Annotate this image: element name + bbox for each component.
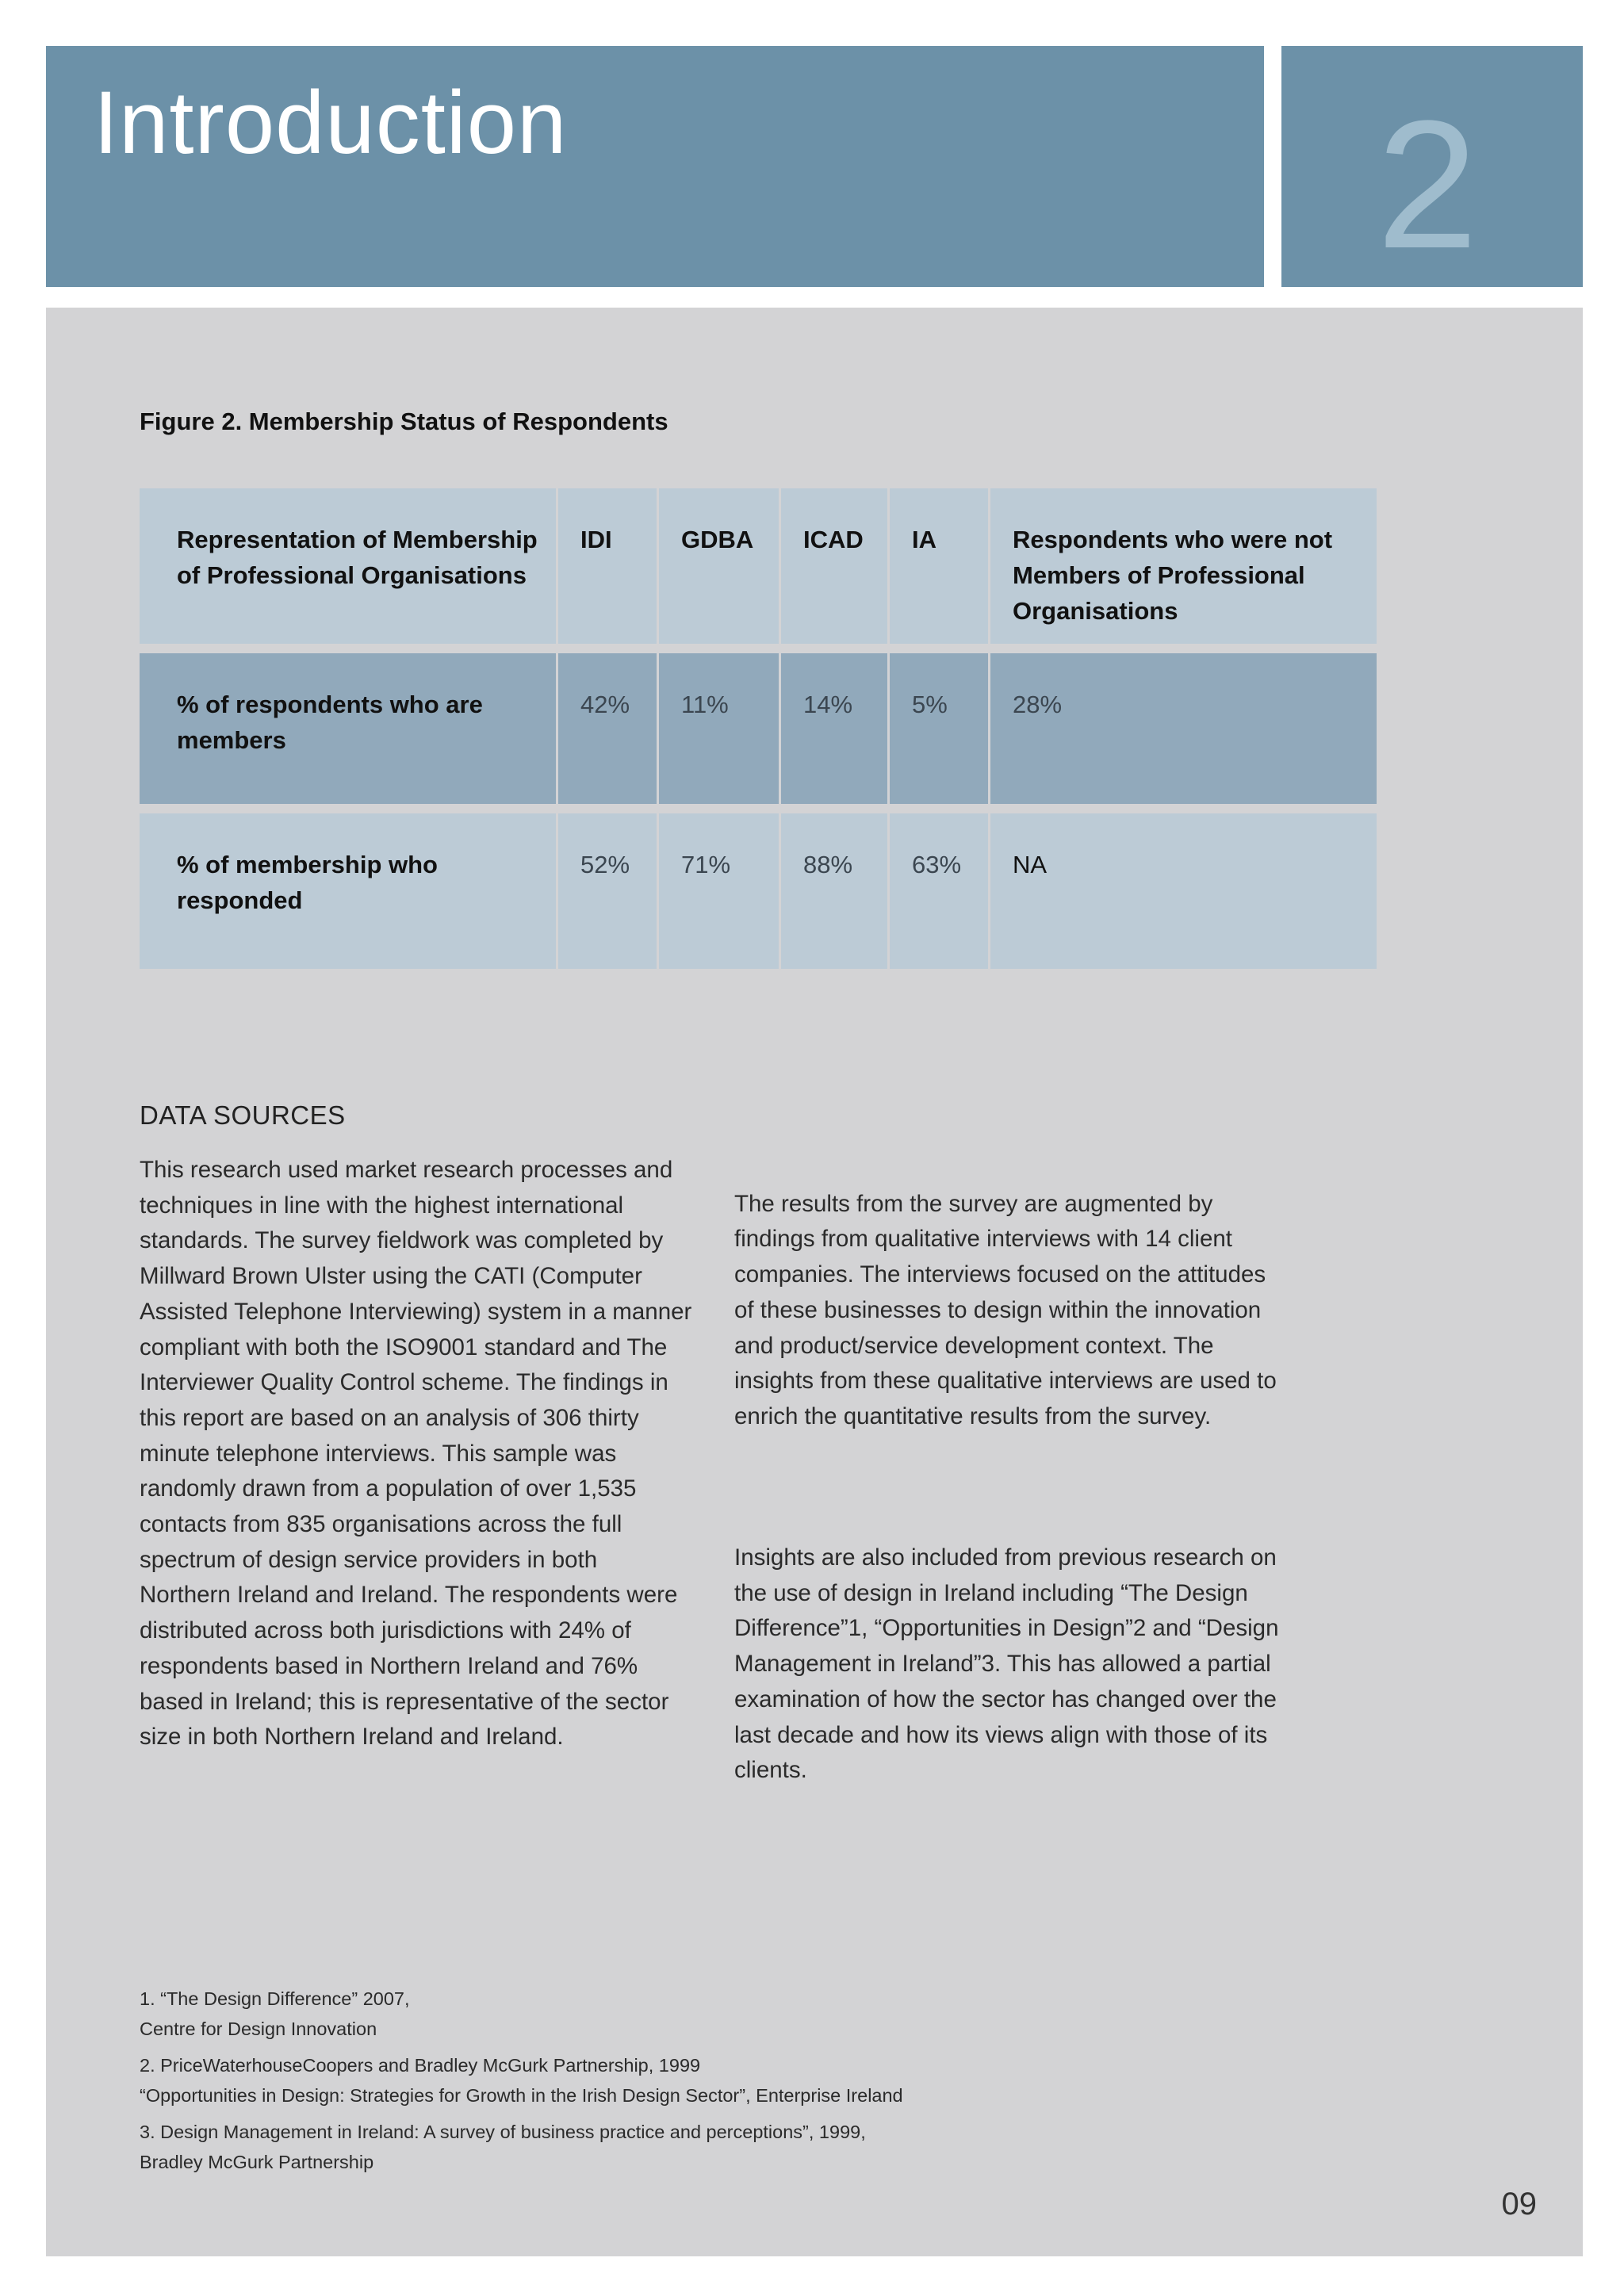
footnote: 2. PriceWaterhouseCoopers and Bradley McGurk Partnership, 1999 “Opportunities in Design: Strategies for Growth in the Irish Design Sector”, Enterprise Ireland <box>140 2055 903 2106</box>
right-paragraph-1: The results from the survey are augmented by findings from qualitative interviews with 14 client companies. The interviews focused on the attitudes of these businesses to design within the innovation and product/service development context. The insights from these qualitative interviews are used to enrich the quantitative results from the survey. <box>734 1190 1277 1429</box>
chapter-number: 2 <box>1377 82 1478 286</box>
table-cell: 52% <box>558 813 659 969</box>
table-header-cell: GDBA <box>659 488 781 644</box>
row-label: % of membership who responded <box>140 813 558 969</box>
table-header-cell: IDI <box>558 488 659 644</box>
left-column-text: This research used market research processes and techniques in line with the highest international standards. The survey fieldwork was completed by Millward Brown Ulster using the CATI (Computer Assisted Telephone Interviewing) system in a manner compliant with both the ISO9001 standard and The Interviewer Quality Control scheme. The findings in this report are based on an analysis of 306 thirty minute telephone interviews. This sample was randomly drawn from a population of over 1,535 contacts from 835 organisations across the full spectrum of design service providers in both Northern Ireland and Ireland. The respondents were distributed across both jurisdictions with 24% of respondents based in Northern Ireland and 76% based in Ireland; this is representative of the sector size in both Northern Ireland and Ireland. <box>140 1157 692 1751</box>
table-cell: 28% <box>1013 691 1063 718</box>
table-row <box>140 813 1377 969</box>
table-cell: 5% <box>890 653 990 804</box>
footnotes <box>140 1984 903 2183</box>
table-cell: 88% <box>781 813 890 969</box>
table-header-cell: IA <box>890 488 990 644</box>
footnote: 1. “The Design Difference” 2007, Centre for Design Innovation <box>140 1988 410 2039</box>
table-cell: 11% <box>659 653 781 804</box>
table-cell: 63% <box>890 813 990 969</box>
chapter-number-box <box>1281 46 1583 287</box>
figure-title: Figure 2. Membership Status of Respondents <box>140 408 668 435</box>
table-cell: NA <box>1013 851 1048 878</box>
footnote: 3. Design Management in Ireland: A survey of business practice and perceptions”, 1999, Bradley McGurk Partnership <box>140 2122 866 2172</box>
right-column-text <box>734 1151 1289 1824</box>
page-title: Introduction <box>94 73 568 172</box>
table-header-row <box>140 488 1377 644</box>
content-panel <box>46 308 1583 2256</box>
table-header-cell: ICAD <box>781 488 890 644</box>
page-number: 09 <box>1501 2187 1537 2221</box>
table-row <box>140 653 1377 804</box>
table-header-cell: Respondents who were not Members of Professional Organisations <box>1013 526 1333 625</box>
membership-table <box>140 488 1377 978</box>
table-cell: 42% <box>558 653 659 804</box>
row-label: % of respondents who are members <box>140 653 558 804</box>
table-cell: 71% <box>659 813 781 969</box>
table-cell: 14% <box>781 653 890 804</box>
right-paragraph-2: Insights are also included from previous research on the use of design in Ireland including “The Design Difference”1, “Opportunities in Design”2 and “Design Management in Ireland”3. This has allowed a partial examination of how the sector has changed over the last decade and how its views align with those of its clients. <box>734 1544 1279 1784</box>
section-heading: DATA SOURCES <box>140 1100 346 1130</box>
table-header-cell: Representation of Membership of Professional Organisations <box>140 488 558 644</box>
